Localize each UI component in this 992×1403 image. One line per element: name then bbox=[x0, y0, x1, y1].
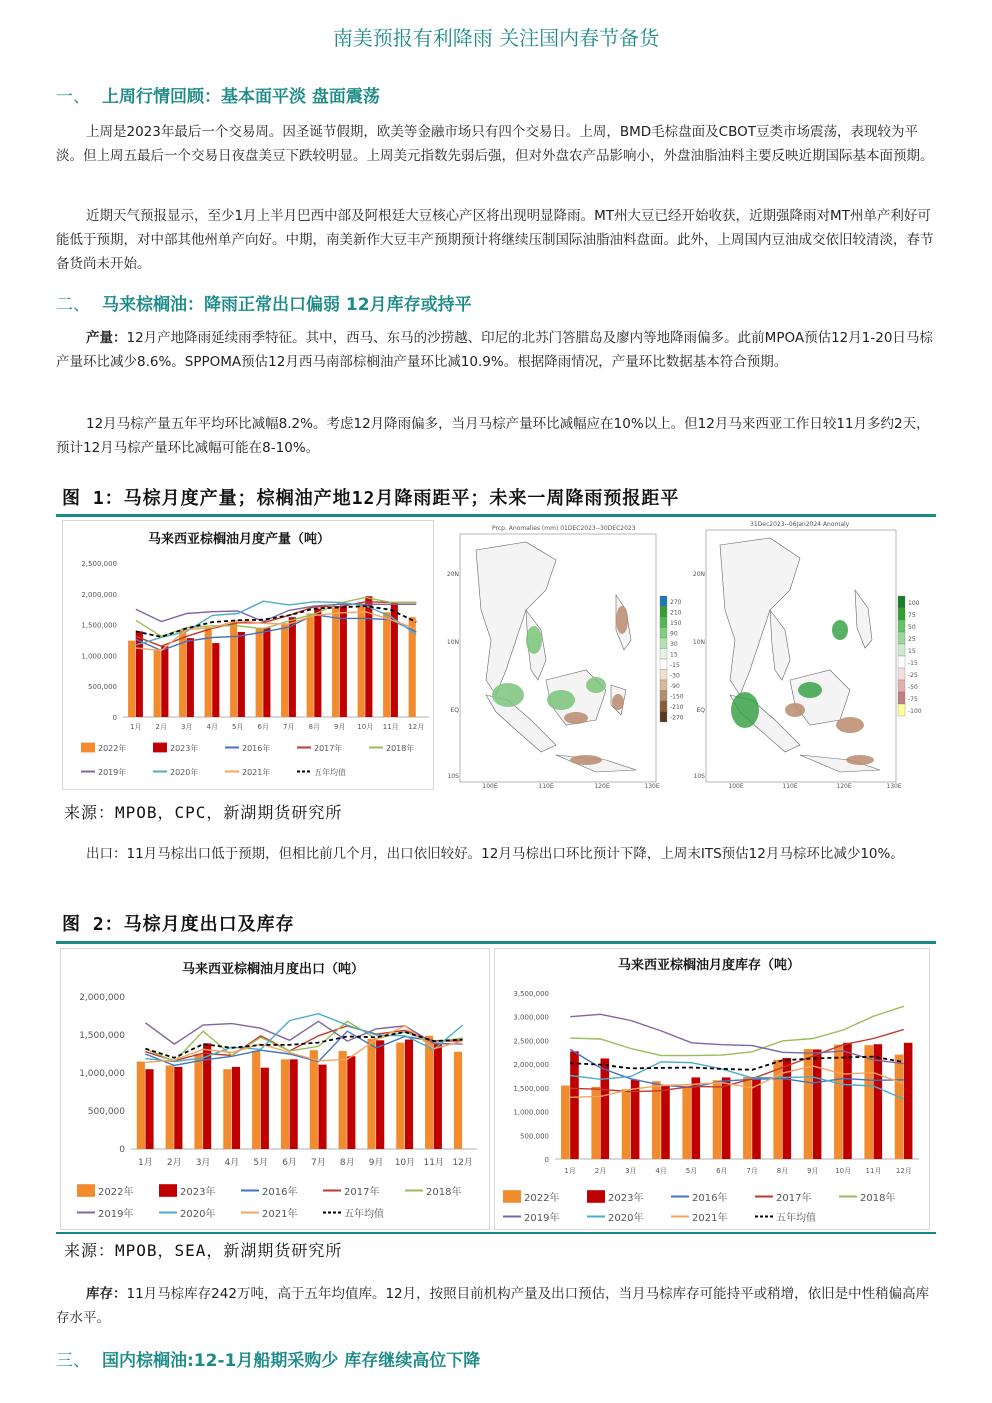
scale-label: -150 bbox=[670, 693, 684, 701]
scale-label: -210 bbox=[670, 703, 684, 711]
section-heading-3 bbox=[56, 1346, 480, 1371]
figure-2-title: 图 2：马棕月度出口及库存 bbox=[62, 914, 295, 935]
x-tick-label: 8月 bbox=[339, 1158, 355, 1168]
bar-2023 bbox=[289, 617, 296, 717]
export-chart-panel bbox=[60, 948, 490, 1230]
bar-2023 bbox=[722, 1077, 731, 1159]
x-tick-label: 9月 bbox=[334, 723, 346, 731]
legend-label: 2017年 bbox=[776, 1193, 812, 1204]
legend-label: 2016年 bbox=[692, 1193, 728, 1204]
bar-2022 bbox=[454, 1052, 462, 1149]
line-2017 bbox=[570, 1030, 904, 1092]
bar-2023 bbox=[692, 1077, 701, 1159]
latitude-label: 20N bbox=[692, 571, 705, 578]
line-2019 bbox=[570, 1014, 904, 1063]
bar-2023 bbox=[314, 609, 321, 717]
bar-2022 bbox=[743, 1077, 752, 1159]
x-tick-label: 12月 bbox=[895, 1167, 912, 1175]
scale-swatch bbox=[898, 704, 905, 716]
bar-2023 bbox=[238, 632, 245, 717]
figure-2-rule bbox=[56, 941, 936, 944]
y-tick-label: 0 bbox=[112, 714, 117, 722]
legend-label: 2019年 bbox=[524, 1213, 560, 1224]
figure-2-bottom-rule bbox=[56, 1232, 936, 1234]
bar-2022 bbox=[256, 628, 263, 717]
document-title: 南美预报有利降雨 关注国内春节备货 bbox=[332, 26, 660, 50]
figure-2-source: 来源：MPOB，SEA，新湖期货研究所 bbox=[64, 1241, 343, 1260]
scale-label: -75 bbox=[908, 696, 918, 703]
legend-label: 2017年 bbox=[344, 1187, 380, 1198]
legend-label: 2020年 bbox=[170, 768, 199, 777]
legend-swatch bbox=[159, 1184, 177, 1197]
line-五均值 bbox=[136, 606, 417, 637]
bar-2023 bbox=[340, 606, 347, 717]
bar-2023 bbox=[290, 1059, 298, 1149]
bar-2023 bbox=[376, 1040, 384, 1149]
legend-swatch bbox=[81, 743, 95, 753]
scale-label: -100 bbox=[908, 708, 922, 715]
legend-label: 2016年 bbox=[242, 744, 271, 753]
stock-chart bbox=[495, 949, 931, 1231]
rainfall-map-panel bbox=[446, 520, 686, 790]
section-title: 上周行情回顾：基本面平淡 盘面震荡 bbox=[102, 87, 380, 107]
bar-2022 bbox=[205, 627, 212, 717]
bar-2022 bbox=[358, 606, 365, 717]
bar-2022 bbox=[591, 1087, 600, 1159]
x-tick-label: 6月 bbox=[716, 1167, 728, 1175]
scale-label: -15 bbox=[670, 661, 680, 669]
legend-swatch bbox=[77, 1184, 95, 1197]
x-tick-label: 1月 bbox=[130, 723, 142, 731]
bar-2022 bbox=[128, 641, 135, 717]
section-title: 马来棕榈油：降雨正常出口偏弱 12月库存或持平 bbox=[102, 295, 472, 315]
section-heading-2 bbox=[56, 290, 472, 315]
scale-swatch bbox=[660, 670, 667, 681]
scale-label: -30 bbox=[670, 672, 680, 680]
scale-label: 150 bbox=[670, 619, 682, 627]
scale-label: -25 bbox=[908, 672, 918, 679]
x-tick-label: 1月 bbox=[138, 1158, 153, 1168]
y-tick-label: 3,000,000 bbox=[513, 1013, 549, 1022]
paragraph-label: 产量： bbox=[86, 330, 127, 346]
x-tick-label: 6月 bbox=[282, 1158, 297, 1168]
paragraph-2: 近期天气预报显示，至少1月上半月巴西中部及阿根廷大豆核心产区将出现明显降雨。MT州大豆已经开始收获，近期强降雨对MT州单产利好可能低于预期，对中部其他州单产向好。中期，南美新作大豆丰产预期预计将继续压制国际油脂油料盘面。此外，上周国内豆油成交依旧较清淡，春节备货尚未开始。 bbox=[56, 208, 934, 272]
line-2016 bbox=[136, 615, 417, 651]
production-chart bbox=[63, 521, 435, 791]
figure-1-source: 来源：MPOB，CPC，新湖期货研究所 bbox=[64, 803, 343, 822]
x-tick-label: 3月 bbox=[625, 1167, 637, 1175]
map-caption: 31Dec2023--06Jan2024 Anomaly bbox=[750, 521, 850, 528]
scale-swatch bbox=[660, 712, 667, 723]
scale-swatch bbox=[898, 644, 905, 656]
x-tick-label: 8月 bbox=[776, 1167, 789, 1175]
scale-swatch bbox=[898, 620, 905, 632]
y-tick-label: 1,000,000 bbox=[81, 652, 117, 661]
longitude-label: 130E bbox=[644, 783, 660, 790]
chart-title: 马来西亚棕榈油月度产量（吨） bbox=[147, 532, 331, 547]
x-tick-label: 10月 bbox=[357, 723, 374, 731]
section-title: 国内棕榈油:12-1月船期采购少 库存继续高位下降 bbox=[102, 1351, 481, 1371]
legend-swatch bbox=[503, 1190, 521, 1203]
bar-2022 bbox=[339, 1051, 347, 1149]
scale-swatch bbox=[898, 608, 905, 620]
map-color-scale bbox=[660, 596, 684, 722]
longitude-label: 100E bbox=[482, 783, 498, 790]
section-number: 一、 bbox=[56, 87, 90, 107]
bar-2022 bbox=[425, 1036, 433, 1149]
y-tick-label: 1,500,000 bbox=[81, 621, 117, 630]
legend-label: 2019年 bbox=[98, 1209, 134, 1220]
bar-2023 bbox=[347, 1056, 355, 1149]
x-tick-label: 11月 bbox=[865, 1167, 882, 1175]
map-color-scale bbox=[898, 596, 922, 716]
bar-2022 bbox=[383, 612, 390, 717]
scale-swatch bbox=[898, 692, 905, 704]
legend-label: 2018年 bbox=[426, 1187, 462, 1198]
legend-label: 2018年 bbox=[386, 744, 415, 753]
legend-label: 2021年 bbox=[262, 1209, 298, 1220]
bar-2023 bbox=[601, 1058, 610, 1159]
latitude-label: 10N bbox=[692, 639, 705, 646]
scale-label: 50 bbox=[908, 624, 916, 631]
longitude-label: 110E bbox=[782, 783, 798, 790]
legend-label: 2023年 bbox=[180, 1187, 216, 1198]
bar-2022 bbox=[713, 1080, 722, 1159]
bar-2022 bbox=[281, 624, 288, 717]
bar-2022 bbox=[834, 1045, 843, 1159]
y-tick-label: 2,000,000 bbox=[79, 993, 125, 1003]
y-tick-label: 1,500,000 bbox=[513, 1084, 549, 1093]
legend-swatch bbox=[587, 1190, 605, 1203]
scale-swatch bbox=[660, 596, 667, 607]
bar-2023 bbox=[661, 1086, 670, 1159]
bar-2023 bbox=[843, 1043, 852, 1159]
legend-label: 五年均值 bbox=[776, 1213, 816, 1224]
latitude-label: 10S bbox=[447, 773, 459, 780]
scale-label: 15 bbox=[908, 648, 916, 655]
map-longitude-labels bbox=[728, 783, 901, 790]
bar-2022 bbox=[252, 1051, 260, 1149]
bar-2023 bbox=[212, 643, 219, 717]
latitude-label: 10S bbox=[693, 773, 705, 780]
y-tick-label: 2,000,000 bbox=[513, 1061, 549, 1070]
bar-2023 bbox=[263, 628, 270, 717]
x-tick-label: 4月 bbox=[224, 1158, 240, 1168]
y-tick-label: 500,000 bbox=[88, 683, 117, 692]
stock-chart-panel bbox=[494, 948, 930, 1230]
y-tick-label: 3,500,000 bbox=[513, 990, 549, 998]
legend-label: 五年均值 bbox=[344, 1209, 384, 1220]
bar-2022 bbox=[804, 1049, 813, 1159]
x-tick-label: 3月 bbox=[195, 1158, 211, 1168]
legend-swatch bbox=[153, 743, 167, 753]
forecast-anomaly-map bbox=[690, 520, 930, 790]
section-heading-1 bbox=[56, 82, 380, 107]
x-tick-label: 12月 bbox=[408, 723, 425, 731]
longitude-label: 120E bbox=[594, 783, 610, 790]
export-chart bbox=[61, 949, 491, 1231]
line-2018 bbox=[570, 1006, 904, 1055]
bar-2023 bbox=[261, 1068, 269, 1149]
scale-swatch bbox=[898, 596, 905, 608]
line-五均值 bbox=[145, 1032, 462, 1058]
bar-2023 bbox=[405, 1040, 413, 1149]
x-tick-label: 11月 bbox=[382, 723, 399, 731]
scale-swatch bbox=[660, 638, 667, 649]
rainfall-anomaly-map bbox=[446, 520, 686, 790]
bar-2022 bbox=[332, 608, 339, 717]
x-tick-label: 1月 bbox=[564, 1167, 576, 1175]
legend-label: 2019年 bbox=[98, 768, 127, 777]
legend-label: 2023年 bbox=[170, 744, 199, 753]
legend-label: 2017年 bbox=[314, 744, 343, 753]
legend-label: 2021年 bbox=[242, 768, 271, 777]
scale-swatch bbox=[660, 649, 667, 660]
legend-label: 2018年 bbox=[860, 1193, 896, 1204]
x-tick-label: 6月 bbox=[257, 723, 269, 731]
bar-2022 bbox=[307, 614, 314, 717]
map-latitude-labels bbox=[693, 571, 705, 780]
bar-2023 bbox=[232, 1067, 240, 1149]
legend-label: 2022年 bbox=[98, 1187, 134, 1198]
scale-swatch bbox=[898, 668, 905, 680]
paragraph-6 bbox=[56, 1282, 936, 1330]
x-tick-label: 2月 bbox=[166, 1158, 182, 1168]
scale-label: 210 bbox=[670, 609, 682, 617]
scale-label: 30 bbox=[670, 640, 678, 648]
legend-label: 五年均值 bbox=[314, 768, 346, 777]
bar-2023 bbox=[174, 1067, 182, 1149]
longitude-label: 100E bbox=[728, 783, 744, 790]
y-tick-label: 1,000,000 bbox=[79, 1069, 125, 1079]
bar-2023 bbox=[434, 1044, 442, 1149]
longitude-label: 120E bbox=[836, 783, 852, 790]
line-2016 bbox=[570, 1049, 904, 1087]
bar-2022 bbox=[154, 650, 161, 717]
y-tick-label: 1,000,000 bbox=[513, 1108, 549, 1117]
x-tick-label: 5月 bbox=[253, 1158, 269, 1168]
x-tick-label: 7月 bbox=[283, 723, 295, 731]
production-chart-panel bbox=[62, 520, 434, 790]
paragraph-4: 12月马棕产量五年平均环比减幅8.2%。考虑12月降雨偏多，当月马棕产量环比减幅应在10%以上。但12月马来西亚工作日较11月多约2天，预计12月马棕产量环比减幅可能在8-10%。 bbox=[56, 416, 930, 456]
x-tick-label: 2月 bbox=[155, 723, 167, 731]
scale-swatch bbox=[660, 701, 667, 712]
scale-swatch bbox=[660, 659, 667, 670]
bar-2022 bbox=[166, 1065, 174, 1149]
latitude-label: EQ bbox=[696, 707, 705, 714]
x-tick-label: 11月 bbox=[423, 1158, 444, 1168]
y-tick-label: 1,500,000 bbox=[79, 1031, 125, 1041]
line-2021 bbox=[570, 1066, 904, 1097]
x-tick-label: 5月 bbox=[232, 723, 244, 731]
bar-2022 bbox=[864, 1045, 873, 1159]
legend-label: 2020年 bbox=[608, 1213, 644, 1224]
scale-swatch bbox=[660, 628, 667, 639]
longitude-label: 110E bbox=[538, 783, 554, 790]
section-number: 三、 bbox=[56, 1351, 90, 1371]
scale-label: 75 bbox=[908, 612, 916, 619]
x-tick-label: 7月 bbox=[746, 1167, 758, 1175]
y-tick-label: 500,000 bbox=[520, 1132, 549, 1141]
scale-label: 90 bbox=[670, 630, 678, 638]
y-tick-label: 0 bbox=[119, 1145, 125, 1155]
bar-2022 bbox=[652, 1081, 661, 1159]
bar-2022 bbox=[396, 1043, 404, 1149]
legend-label: 2020年 bbox=[180, 1209, 216, 1220]
x-tick-label: 3月 bbox=[181, 723, 193, 731]
bar-2022 bbox=[682, 1087, 691, 1159]
y-tick-label: 2,500,000 bbox=[81, 560, 117, 568]
scale-swatch bbox=[898, 656, 905, 668]
x-tick-label: 12月 bbox=[452, 1158, 473, 1168]
legend-label: 2023年 bbox=[608, 1193, 644, 1204]
chart-title: 马来西亚棕榈油月度出口（吨） bbox=[181, 962, 365, 977]
latitude-label: EQ bbox=[450, 707, 459, 714]
bar-2022 bbox=[895, 1055, 904, 1159]
bar-2023 bbox=[187, 638, 194, 717]
y-tick-label: 2,000,000 bbox=[81, 590, 117, 599]
x-tick-label: 9月 bbox=[368, 1158, 384, 1168]
x-tick-label: 10月 bbox=[394, 1158, 416, 1168]
paragraph-text: 11月马棕库存242万吨，高于五年均值库。12月，按照目前机构产量及出口预估，当月马棕库存可能持平或稍增，依旧是中性稍偏高库存水平。 bbox=[56, 1286, 930, 1326]
x-tick-label: 9月 bbox=[807, 1167, 819, 1175]
bar-2022 bbox=[194, 1054, 202, 1149]
longitude-label: 130E bbox=[886, 783, 902, 790]
bar-2022 bbox=[281, 1059, 289, 1149]
x-tick-label: 8月 bbox=[308, 723, 320, 731]
legend-label: 2022年 bbox=[98, 744, 127, 753]
figure-1-rule bbox=[56, 514, 936, 517]
bar-2023 bbox=[161, 646, 168, 717]
y-tick-label: 2,500,000 bbox=[513, 1037, 549, 1046]
bar-2023 bbox=[904, 1043, 913, 1159]
bar-2023 bbox=[145, 1069, 153, 1149]
bar-2022 bbox=[223, 1069, 231, 1149]
paragraph-1: 上周是2023年最后一个交易周。因圣诞节假期，欧美等金融市场只有四个交易日。上周，BMD毛棕盘面及CBOT豆类市场震荡，表现较为平淡。但上周五最后一个交易日夜盘美豆下跌较明显。上周美元指数先弱后强，但对外盘农产品影响小，外盘油脂油料主要反映近期国际基本面预期。 bbox=[56, 124, 934, 164]
scale-swatch bbox=[660, 680, 667, 691]
map-latitude-labels bbox=[447, 571, 459, 780]
forecast-map-panel bbox=[690, 520, 930, 790]
paragraph-text: 12月产地降雨延续雨季特征。其中，西马、东马的沙捞越、印尼的北苏门答腊岛及廖内等地降雨偏多。此前MPOA预估12月1-20日马棕产量环比减少8.6%。SPPOMA预估12月西马南部棕榈油产量环比减10.9%。根据降雨情况，产量环比数据基本符合预期。 bbox=[56, 330, 933, 370]
scale-swatch bbox=[898, 680, 905, 692]
x-tick-label: 2月 bbox=[594, 1167, 607, 1175]
bar-2023 bbox=[570, 1051, 579, 1159]
legend-label: 2022年 bbox=[524, 1193, 560, 1204]
legend-label: 2021年 bbox=[692, 1213, 728, 1224]
scale-swatch bbox=[898, 632, 905, 644]
latitude-label: 20N bbox=[446, 571, 459, 578]
bar-2022 bbox=[137, 1062, 145, 1149]
bar-2022 bbox=[622, 1089, 631, 1159]
figure-1-title: 图 1：马棕月度产量；棕榈油产地12月降雨距平；未来一周降雨预报距平 bbox=[62, 488, 680, 509]
bar-2023 bbox=[365, 596, 372, 717]
map-longitude-labels bbox=[482, 783, 659, 790]
bar-2022 bbox=[561, 1085, 570, 1159]
x-tick-label: 7月 bbox=[311, 1158, 326, 1168]
line-五均值 bbox=[570, 1057, 904, 1070]
paragraph-5: 出口：11月马棕出口低于预期，但相比前几个月，出口依旧较好。12月马棕出口环比预计下降，上周末ITS预估12月马棕环比减少10%。 bbox=[86, 846, 904, 862]
x-tick-label: 4月 bbox=[655, 1167, 667, 1175]
scale-label: -90 bbox=[670, 682, 680, 690]
scale-swatch bbox=[660, 617, 667, 628]
chart-title: 马来西亚棕榈油月度库存（吨） bbox=[617, 958, 801, 973]
scale-label: 15 bbox=[670, 651, 678, 659]
scale-label: 270 bbox=[670, 598, 682, 606]
map-caption: Prcp. Anomalies (mm) 01DEC2023--30DEC2023 bbox=[492, 525, 636, 532]
x-tick-label: 4月 bbox=[206, 723, 218, 731]
y-tick-label: 500,000 bbox=[87, 1107, 125, 1117]
scale-swatch bbox=[660, 607, 667, 618]
bar-2022 bbox=[367, 1039, 375, 1149]
paragraph-label: 库存： bbox=[86, 1286, 127, 1302]
bar-2023 bbox=[318, 1065, 326, 1149]
scale-label: -15 bbox=[908, 660, 918, 667]
bar-2023 bbox=[752, 1077, 761, 1159]
paragraph-3 bbox=[56, 326, 936, 374]
bar-2022 bbox=[310, 1050, 318, 1149]
x-tick-label: 10月 bbox=[835, 1167, 852, 1175]
section-number: 二、 bbox=[56, 295, 90, 315]
latitude-label: 10N bbox=[446, 639, 459, 646]
scale-label: 25 bbox=[908, 636, 916, 643]
legend-label: 2016年 bbox=[262, 1187, 298, 1198]
y-tick-label: 0 bbox=[544, 1156, 549, 1164]
scale-label: 100 bbox=[908, 600, 920, 607]
scale-label: -270 bbox=[670, 714, 684, 722]
x-tick-label: 5月 bbox=[685, 1167, 698, 1175]
scale-label: -50 bbox=[908, 684, 918, 691]
scale-swatch bbox=[660, 691, 667, 702]
